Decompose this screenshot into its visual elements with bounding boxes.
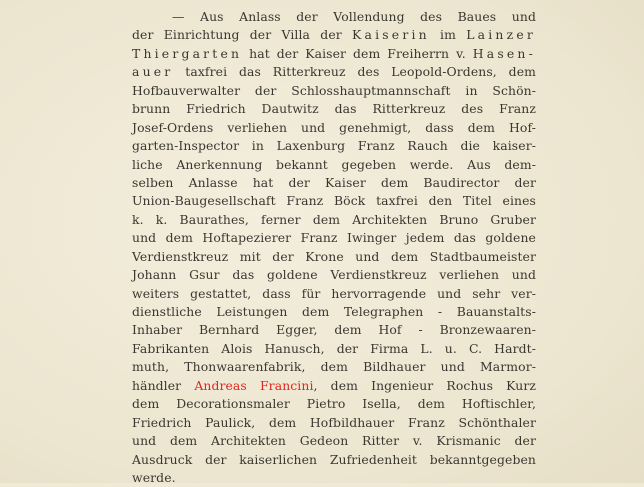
text-line: und dem Hoftapezierer Franz Iwinger jedem das goldene	[132, 230, 536, 246]
text-line: muth, Thonwaarenfabrik, dem Bildhauer und Marmor-	[132, 359, 536, 375]
text-line: Johann Gsur das goldene Verdienstkreuz verliehen und	[132, 267, 536, 283]
text-line: liche Anerkennung bekannt gegeben werde. Aus dem-	[132, 156, 536, 172]
text-line: Verdienstkreuz mit der Krone und dem Stadtbaumeister	[132, 248, 536, 264]
text-line: weiters gestattet, dass für hervorragende und sehr ver-	[132, 285, 536, 301]
text-line: — Aus Anlass der Vollendung des Baues und	[172, 9, 536, 24]
article-text	[132, 8, 536, 487]
text-line: Ausdruck der kaiserlichen Zufriedenheit bekanntgegeben	[132, 451, 536, 467]
text-line: händler Andreas Francini, dem Ingenieur Rochus Kurz	[132, 377, 536, 393]
text-line: auer taxfrei das Ritterkreuz des Leopold-Ordens, dem	[132, 64, 536, 80]
text-line: Inhaber Bernhard Egger, dem Hof - Bronzewaaren-	[132, 322, 536, 338]
text-line: werde.	[132, 469, 176, 485]
text-line: Josef-Ordens verliehen und genehmigt, dass dem Hof-	[132, 119, 536, 135]
text-line: Hofbauverwalter der Schlosshauptmannschaft in Schön-	[132, 82, 536, 98]
text-line: selben Anlasse hat der Kaiser dem Baudirector der	[132, 174, 536, 190]
text-line: Fabrikanten Alois Hanusch, der Firma L. u. C. Hardt-	[132, 340, 536, 356]
text-line: Thiergarten hat der Kaiser dem Freiherrn v. Hasen-	[132, 45, 536, 61]
highlighted-name: Andreas Francini	[194, 377, 314, 393]
text-line: dienstliche Leistungen dem Telegraphen - Bauanstalts-	[132, 304, 536, 319]
text-line: Union-Baugesellschaft Franz Böck taxfrei den Titel eines	[132, 193, 536, 209]
text-line: Friedrich Paulick, dem Hofbildhauer Franz Schönthaler	[132, 414, 536, 430]
text-line: k. k. Baurathes, ferner dem Architekten Bruno Gruber	[132, 211, 536, 227]
text-line: garten-Inspector in Laxenburg Franz Rauch die kaiser-	[132, 138, 536, 154]
text-line: und dem Architekten Gedeon Ritter v. Krismanic der	[132, 433, 536, 449]
text-line: brunn Friedrich Dautwitz das Ritterkreuz des Franz	[132, 101, 536, 117]
text-line: der Einrichtung der Villa der Kaiserin im Lainzer	[132, 27, 536, 43]
text-line: dem Decorationsmaler Pietro Isella, dem Hoftischler,	[132, 396, 536, 412]
